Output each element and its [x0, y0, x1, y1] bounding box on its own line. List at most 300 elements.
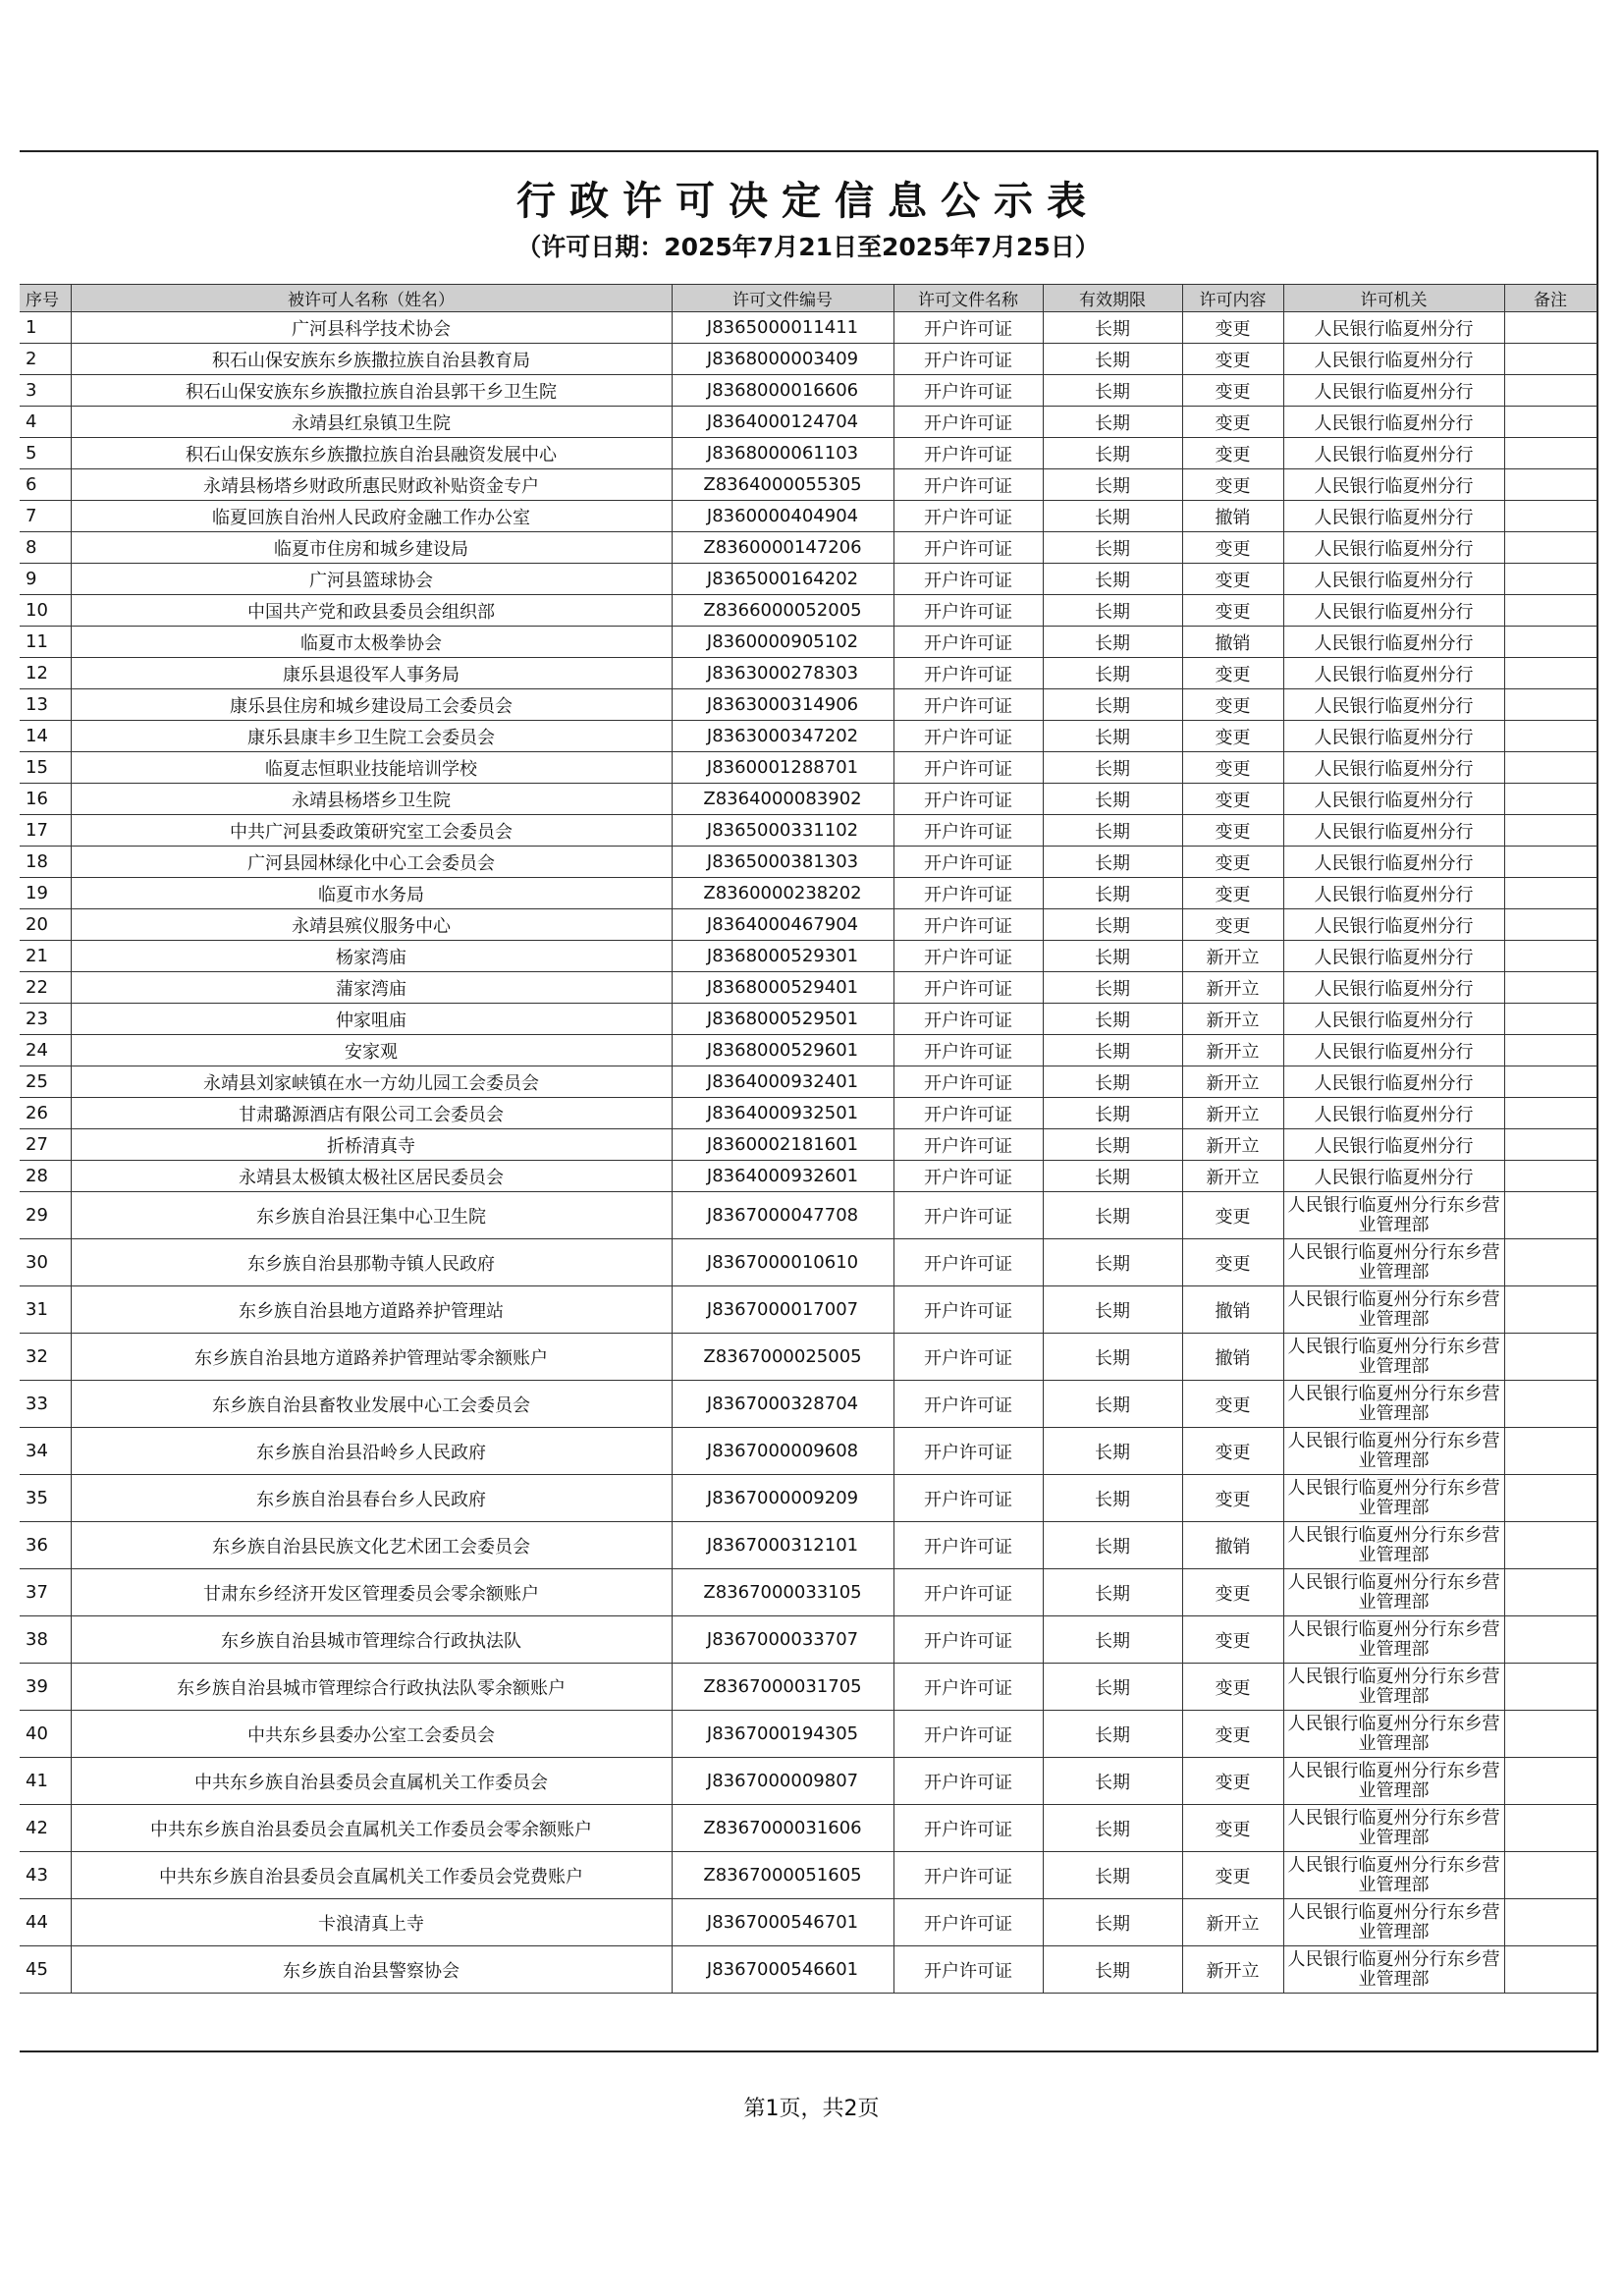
cell-doc-number: J8367000047708	[672, 1192, 893, 1239]
col-header-index: 序号	[20, 285, 71, 312]
cell-authority: 人民银行临夏州分行	[1283, 847, 1504, 878]
cell-authority: 人民银行临夏州分行	[1283, 375, 1504, 407]
cell-validity: 长期	[1043, 1946, 1182, 1994]
cell-content: 变更	[1182, 1569, 1283, 1616]
table-row	[20, 1035, 1596, 1066]
cell-validity: 长期	[1043, 721, 1182, 752]
cell-validity: 长期	[1043, 1475, 1182, 1522]
cell-content: 撤销	[1182, 501, 1283, 532]
cell-index: 2	[20, 344, 71, 375]
cell-content: 变更	[1182, 1475, 1283, 1522]
cell-remarks	[1504, 1616, 1596, 1664]
cell-index: 8	[20, 532, 71, 564]
cell-validity: 长期	[1043, 1805, 1182, 1852]
cell-authority: 人民银行临夏州分行	[1283, 501, 1504, 532]
cell-remarks	[1504, 1286, 1596, 1334]
cell-authority: 人民银行临夏州分行	[1283, 1129, 1504, 1161]
cell-licensee: 广河县科学技术协会	[71, 312, 672, 344]
cell-remarks	[1504, 1475, 1596, 1522]
cell-content: 撤销	[1182, 627, 1283, 658]
cell-doc-number: J8367000546701	[672, 1899, 893, 1946]
cell-doc-number: J8365000331102	[672, 815, 893, 847]
cell-licensee: 东乡族自治县警察协会	[71, 1946, 672, 1994]
cell-authority: 人民银行临夏州分行东乡营业管理部	[1283, 1192, 1504, 1239]
cell-authority: 人民银行临夏州分行	[1283, 564, 1504, 595]
table-row	[20, 375, 1596, 407]
cell-doc-number: J8367000033707	[672, 1616, 893, 1664]
cell-licensee: 东乡族自治县沿岭乡人民政府	[71, 1428, 672, 1475]
cell-authority: 人民银行临夏州分行东乡营业管理部	[1283, 1711, 1504, 1758]
cell-authority: 人民银行临夏州分行	[1283, 721, 1504, 752]
cell-index: 9	[20, 564, 71, 595]
page-subtitle: （许可日期：2025年7月21日至2025年7月25日）	[516, 233, 1100, 261]
cell-authority: 人民银行临夏州分行东乡营业管理部	[1283, 1805, 1504, 1852]
table-body	[20, 312, 1596, 1994]
cell-content: 新开立	[1182, 941, 1283, 972]
table-row	[20, 1711, 1596, 1758]
cell-validity: 长期	[1043, 1192, 1182, 1239]
cell-index: 22	[20, 972, 71, 1004]
cell-validity: 长期	[1043, 909, 1182, 941]
cell-doc-name: 开户许可证	[893, 658, 1043, 689]
table-row	[20, 1899, 1596, 1946]
cell-validity: 长期	[1043, 438, 1182, 469]
cell-doc-name: 开户许可证	[893, 815, 1043, 847]
cell-doc-number: J8363000314906	[672, 689, 893, 721]
cell-index: 42	[20, 1805, 71, 1852]
cell-doc-number: J8368000003409	[672, 344, 893, 375]
cell-doc-name: 开户许可证	[893, 532, 1043, 564]
cell-doc-number: J8367000194305	[672, 1711, 893, 1758]
cell-doc-number: Z8367000025005	[672, 1334, 893, 1381]
cell-content: 变更	[1182, 407, 1283, 438]
cell-doc-number: J8368000529401	[672, 972, 893, 1004]
cell-index: 34	[20, 1428, 71, 1475]
cell-remarks	[1504, 1239, 1596, 1286]
cell-doc-number: Z8360000238202	[672, 878, 893, 909]
cell-validity: 长期	[1043, 784, 1182, 815]
table-row	[20, 847, 1596, 878]
cell-licensee: 东乡族自治县城市管理综合行政执法队零余额账户	[71, 1664, 672, 1711]
cell-content: 变更	[1182, 1381, 1283, 1428]
cell-validity: 长期	[1043, 407, 1182, 438]
table-row	[20, 909, 1596, 941]
cell-content: 变更	[1182, 1616, 1283, 1664]
cell-authority: 人民银行临夏州分行东乡营业管理部	[1283, 1899, 1504, 1946]
col-header-remarks: 备注	[1504, 285, 1596, 312]
cell-index: 30	[20, 1239, 71, 1286]
cell-doc-name: 开户许可证	[893, 721, 1043, 752]
cell-index: 40	[20, 1711, 71, 1758]
cell-licensee: 东乡族自治县地方道路养护管理站零余额账户	[71, 1334, 672, 1381]
table-row	[20, 564, 1596, 595]
cell-doc-number: J8367000017007	[672, 1286, 893, 1334]
table-row	[20, 1098, 1596, 1129]
cell-authority: 人民银行临夏州分行	[1283, 658, 1504, 689]
permit-table	[20, 284, 1597, 1994]
cell-doc-name: 开户许可证	[893, 1946, 1043, 1994]
cell-content: 变更	[1182, 878, 1283, 909]
cell-doc-number: J8368000016606	[672, 375, 893, 407]
cell-content: 变更	[1182, 815, 1283, 847]
table-row	[20, 815, 1596, 847]
cell-validity: 长期	[1043, 344, 1182, 375]
col-header-doc-name: 许可文件名称	[893, 285, 1043, 312]
cell-content: 新开立	[1182, 1899, 1283, 1946]
cell-index: 18	[20, 847, 71, 878]
cell-licensee: 中共东乡族自治县委员会直属机关工作委员会党费账户	[71, 1852, 672, 1899]
cell-content: 变更	[1182, 1758, 1283, 1805]
cell-content: 变更	[1182, 1852, 1283, 1899]
cell-remarks	[1504, 689, 1596, 721]
cell-remarks	[1504, 1066, 1596, 1098]
table-row	[20, 407, 1596, 438]
cell-authority: 人民银行临夏州分行	[1283, 815, 1504, 847]
cell-validity: 长期	[1043, 1852, 1182, 1899]
cell-doc-name: 开户许可证	[893, 752, 1043, 784]
cell-index: 45	[20, 1946, 71, 1994]
cell-content: 变更	[1182, 658, 1283, 689]
cell-index: 1	[20, 312, 71, 344]
cell-licensee: 东乡族自治县地方道路养护管理站	[71, 1286, 672, 1334]
cell-doc-number: J8364000124704	[672, 407, 893, 438]
cell-index: 32	[20, 1334, 71, 1381]
cell-doc-number: J8364000932501	[672, 1098, 893, 1129]
cell-authority: 人民银行临夏州分行	[1283, 595, 1504, 627]
table-row	[20, 1428, 1596, 1475]
col-header-validity: 有效期限	[1043, 285, 1182, 312]
cell-licensee: 永靖县刘家峡镇在水一方幼儿园工会委员会	[71, 1066, 672, 1098]
cell-content: 新开立	[1182, 1066, 1283, 1098]
cell-authority: 人民银行临夏州分行东乡营业管理部	[1283, 1522, 1504, 1569]
cell-validity: 长期	[1043, 1711, 1182, 1758]
table-row	[20, 438, 1596, 469]
cell-index: 29	[20, 1192, 71, 1239]
cell-doc-name: 开户许可证	[893, 1805, 1043, 1852]
cell-licensee: 临夏志恒职业技能培训学校	[71, 752, 672, 784]
cell-authority: 人民银行临夏州分行	[1283, 909, 1504, 941]
cell-index: 41	[20, 1758, 71, 1805]
cell-remarks	[1504, 1381, 1596, 1428]
cell-authority: 人民银行临夏州分行东乡营业管理部	[1283, 1616, 1504, 1664]
table-row	[20, 1852, 1596, 1899]
cell-validity: 长期	[1043, 658, 1182, 689]
cell-content: 变更	[1182, 344, 1283, 375]
table-row	[20, 972, 1596, 1004]
col-header-licensee: 被许可人名称（姓名）	[71, 285, 672, 312]
cell-index: 24	[20, 1035, 71, 1066]
cell-remarks	[1504, 501, 1596, 532]
cell-doc-number: Z8364000083902	[672, 784, 893, 815]
cell-remarks	[1504, 344, 1596, 375]
cell-doc-name: 开户许可证	[893, 1066, 1043, 1098]
table-row	[20, 501, 1596, 532]
cell-authority: 人民银行临夏州分行	[1283, 784, 1504, 815]
cell-content: 变更	[1182, 438, 1283, 469]
cell-authority: 人民银行临夏州分行	[1283, 972, 1504, 1004]
cell-index: 14	[20, 721, 71, 752]
cell-doc-name: 开户许可证	[893, 1758, 1043, 1805]
cell-content: 撤销	[1182, 1334, 1283, 1381]
cell-content: 变更	[1182, 721, 1283, 752]
cell-authority: 人民银行临夏州分行东乡营业管理部	[1283, 1286, 1504, 1334]
cell-content: 变更	[1182, 1192, 1283, 1239]
cell-remarks	[1504, 1852, 1596, 1899]
cell-doc-name: 开户许可证	[893, 469, 1043, 501]
cell-remarks	[1504, 1334, 1596, 1381]
table-row	[20, 1192, 1596, 1239]
cell-licensee: 甘肃东乡经济开发区管理委员会零余额账户	[71, 1569, 672, 1616]
cell-index: 28	[20, 1161, 71, 1192]
cell-index: 3	[20, 375, 71, 407]
cell-licensee: 永靖县杨塔乡卫生院	[71, 784, 672, 815]
cell-doc-number: J8367000312101	[672, 1522, 893, 1569]
table-row	[20, 1066, 1596, 1098]
cell-remarks	[1504, 909, 1596, 941]
cell-authority: 人民银行临夏州分行东乡营业管理部	[1283, 1946, 1504, 1994]
cell-doc-number: J8364000932601	[672, 1161, 893, 1192]
cell-authority: 人民银行临夏州分行东乡营业管理部	[1283, 1381, 1504, 1428]
cell-doc-name: 开户许可证	[893, 1428, 1043, 1475]
cell-licensee: 积石山保安族东乡族撒拉族自治县融资发展中心	[71, 438, 672, 469]
cell-index: 26	[20, 1098, 71, 1129]
cell-licensee: 东乡族自治县汪集中心卫生院	[71, 1192, 672, 1239]
cell-authority: 人民银行临夏州分行东乡营业管理部	[1283, 1239, 1504, 1286]
page-title: 行政许可决定信息公示表	[516, 178, 1100, 224]
cell-validity: 长期	[1043, 847, 1182, 878]
cell-licensee: 永靖县杨塔乡财政所惠民财政补贴资金专户	[71, 469, 672, 501]
cell-validity: 长期	[1043, 1004, 1182, 1035]
cell-validity: 长期	[1043, 1239, 1182, 1286]
cell-validity: 长期	[1043, 564, 1182, 595]
cell-content: 变更	[1182, 689, 1283, 721]
cell-licensee: 中共广河县委政策研究室工会委员会	[71, 815, 672, 847]
cell-index: 7	[20, 501, 71, 532]
cell-authority: 人民银行临夏州分行	[1283, 752, 1504, 784]
cell-validity: 长期	[1043, 375, 1182, 407]
table-row	[20, 344, 1596, 375]
cell-index: 10	[20, 595, 71, 627]
cell-licensee: 东乡族自治县民族文化艺术团工会委员会	[71, 1522, 672, 1569]
cell-authority: 人民银行临夏州分行	[1283, 627, 1504, 658]
cell-doc-name: 开户许可证	[893, 941, 1043, 972]
cell-doc-number: Z8367000031705	[672, 1664, 893, 1711]
cell-licensee: 折桥清真寺	[71, 1129, 672, 1161]
cell-remarks	[1504, 627, 1596, 658]
cell-doc-name: 开户许可证	[893, 407, 1043, 438]
cell-validity: 长期	[1043, 469, 1182, 501]
col-header-authority: 许可机关	[1283, 285, 1504, 312]
cell-doc-number: J8365000381303	[672, 847, 893, 878]
cell-content: 新开立	[1182, 1161, 1283, 1192]
cell-licensee: 仲家咀庙	[71, 1004, 672, 1035]
cell-doc-number: J8368000529601	[672, 1035, 893, 1066]
cell-doc-number: Z8366000052005	[672, 595, 893, 627]
cell-validity: 长期	[1043, 1569, 1182, 1616]
cell-doc-name: 开户许可证	[893, 972, 1043, 1004]
cell-content: 新开立	[1182, 1035, 1283, 1066]
cell-licensee: 中共东乡族自治县委员会直属机关工作委员会	[71, 1758, 672, 1805]
cell-remarks	[1504, 847, 1596, 878]
table-row	[20, 1129, 1596, 1161]
cell-validity: 长期	[1043, 1381, 1182, 1428]
cell-content: 变更	[1182, 784, 1283, 815]
cell-licensee: 蒲家湾庙	[71, 972, 672, 1004]
cell-doc-number: J8368000529501	[672, 1004, 893, 1035]
cell-remarks	[1504, 784, 1596, 815]
cell-doc-number: J8364000467904	[672, 909, 893, 941]
form-sheet	[20, 150, 1598, 2052]
cell-validity: 长期	[1043, 1098, 1182, 1129]
cell-content: 变更	[1182, 909, 1283, 941]
cell-doc-number: J8367000009807	[672, 1758, 893, 1805]
cell-content: 新开立	[1182, 1004, 1283, 1035]
cell-doc-name: 开户许可证	[893, 1522, 1043, 1569]
cell-content: 变更	[1182, 375, 1283, 407]
cell-validity: 长期	[1043, 1616, 1182, 1664]
cell-remarks	[1504, 532, 1596, 564]
cell-content: 新开立	[1182, 1946, 1283, 1994]
cell-licensee: 东乡族自治县那勒寺镇人民政府	[71, 1239, 672, 1286]
cell-doc-name: 开户许可证	[893, 1852, 1043, 1899]
cell-doc-number: J8360000404904	[672, 501, 893, 532]
cell-doc-number: J8367000009209	[672, 1475, 893, 1522]
cell-licensee: 永靖县太极镇太极社区居民委员会	[71, 1161, 672, 1192]
cell-authority: 人民银行临夏州分行东乡营业管理部	[1283, 1664, 1504, 1711]
cell-doc-name: 开户许可证	[893, 1161, 1043, 1192]
cell-authority: 人民银行临夏州分行	[1283, 469, 1504, 501]
cell-remarks	[1504, 1711, 1596, 1758]
cell-index: 37	[20, 1569, 71, 1616]
cell-content: 变更	[1182, 1428, 1283, 1475]
cell-authority: 人民银行临夏州分行东乡营业管理部	[1283, 1758, 1504, 1805]
cell-remarks	[1504, 1161, 1596, 1192]
table-row	[20, 878, 1596, 909]
cell-licensee: 东乡族自治县畜牧业发展中心工会委员会	[71, 1381, 672, 1428]
table-row	[20, 1334, 1596, 1381]
cell-doc-name: 开户许可证	[893, 1334, 1043, 1381]
cell-licensee: 临夏市太极拳协会	[71, 627, 672, 658]
cell-remarks	[1504, 564, 1596, 595]
cell-doc-name: 开户许可证	[893, 784, 1043, 815]
cell-content: 变更	[1182, 752, 1283, 784]
cell-licensee: 康乐县退役军人事务局	[71, 658, 672, 689]
cell-doc-number: Z8364000055305	[672, 469, 893, 501]
cell-content: 变更	[1182, 1711, 1283, 1758]
cell-doc-name: 开户许可证	[893, 1475, 1043, 1522]
cell-doc-number: J8363000347202	[672, 721, 893, 752]
table-row	[20, 752, 1596, 784]
cell-licensee: 安家观	[71, 1035, 672, 1066]
cell-content: 变更	[1182, 1239, 1283, 1286]
table-row	[20, 1161, 1596, 1192]
table-row	[20, 1946, 1596, 1994]
cell-remarks	[1504, 438, 1596, 469]
cell-doc-name: 开户许可证	[893, 501, 1043, 532]
cell-doc-name: 开户许可证	[893, 1004, 1043, 1035]
cell-remarks	[1504, 1664, 1596, 1711]
cell-remarks	[1504, 1004, 1596, 1035]
cell-doc-number: J8367000328704	[672, 1381, 893, 1428]
cell-licensee: 广河县园林绿化中心工会委员会	[71, 847, 672, 878]
cell-doc-number: J8363000278303	[672, 658, 893, 689]
cell-content: 新开立	[1182, 1129, 1283, 1161]
cell-index: 15	[20, 752, 71, 784]
col-header-doc-number: 许可文件编号	[672, 285, 893, 312]
cell-doc-number: J8367000010610	[672, 1239, 893, 1286]
table-row	[20, 1569, 1596, 1616]
cell-validity: 长期	[1043, 815, 1182, 847]
cell-doc-number: J8367000009608	[672, 1428, 893, 1475]
cell-doc-name: 开户许可证	[893, 564, 1043, 595]
table-row	[20, 689, 1596, 721]
cell-index: 17	[20, 815, 71, 847]
cell-authority: 人民银行临夏州分行	[1283, 1035, 1504, 1066]
cell-content: 变更	[1182, 564, 1283, 595]
cell-validity: 长期	[1043, 501, 1182, 532]
cell-doc-name: 开户许可证	[893, 1381, 1043, 1428]
cell-index: 19	[20, 878, 71, 909]
cell-licensee: 中国共产党和政县委员会组织部	[71, 595, 672, 627]
cell-validity: 长期	[1043, 1899, 1182, 1946]
cell-doc-name: 开户许可证	[893, 1664, 1043, 1711]
cell-content: 变更	[1182, 1805, 1283, 1852]
cell-content: 变更	[1182, 312, 1283, 344]
table-row	[20, 1381, 1596, 1428]
cell-authority: 人民银行临夏州分行	[1283, 1098, 1504, 1129]
table-row	[20, 1805, 1596, 1852]
cell-doc-number: Z8367000031606	[672, 1805, 893, 1852]
cell-licensee: 卡浪清真上寺	[71, 1899, 672, 1946]
table-row	[20, 941, 1596, 972]
cell-doc-name: 开户许可证	[893, 1098, 1043, 1129]
cell-authority: 人民银行临夏州分行东乡营业管理部	[1283, 1852, 1504, 1899]
cell-authority: 人民银行临夏州分行	[1283, 878, 1504, 909]
cell-content: 撤销	[1182, 1522, 1283, 1569]
cell-remarks	[1504, 658, 1596, 689]
cell-doc-name: 开户许可证	[893, 878, 1043, 909]
cell-remarks	[1504, 972, 1596, 1004]
cell-doc-name: 开户许可证	[893, 689, 1043, 721]
cell-content: 变更	[1182, 469, 1283, 501]
table-row	[20, 1004, 1596, 1035]
cell-index: 6	[20, 469, 71, 501]
table-row	[20, 595, 1596, 627]
cell-doc-number: J8368000061103	[672, 438, 893, 469]
cell-doc-name: 开户许可证	[893, 1286, 1043, 1334]
cell-authority: 人民银行临夏州分行	[1283, 344, 1504, 375]
cell-licensee: 东乡族自治县城市管理综合行政执法队	[71, 1616, 672, 1664]
cell-remarks	[1504, 1522, 1596, 1569]
cell-authority: 人民银行临夏州分行	[1283, 1066, 1504, 1098]
cell-index: 43	[20, 1852, 71, 1899]
cell-remarks	[1504, 1035, 1596, 1066]
table-row	[20, 1239, 1596, 1286]
cell-authority: 人民银行临夏州分行	[1283, 532, 1504, 564]
table-row	[20, 658, 1596, 689]
cell-content: 新开立	[1182, 1098, 1283, 1129]
cell-index: 36	[20, 1522, 71, 1569]
cell-doc-number: Z8367000033105	[672, 1569, 893, 1616]
cell-doc-number: J8364000932401	[672, 1066, 893, 1098]
cell-licensee: 广河县篮球协会	[71, 564, 672, 595]
cell-index: 23	[20, 1004, 71, 1035]
cell-index: 13	[20, 689, 71, 721]
cell-validity: 长期	[1043, 532, 1182, 564]
table-row	[20, 1664, 1596, 1711]
cell-authority: 人民银行临夏州分行	[1283, 1161, 1504, 1192]
cell-doc-number: J8360002181601	[672, 1129, 893, 1161]
